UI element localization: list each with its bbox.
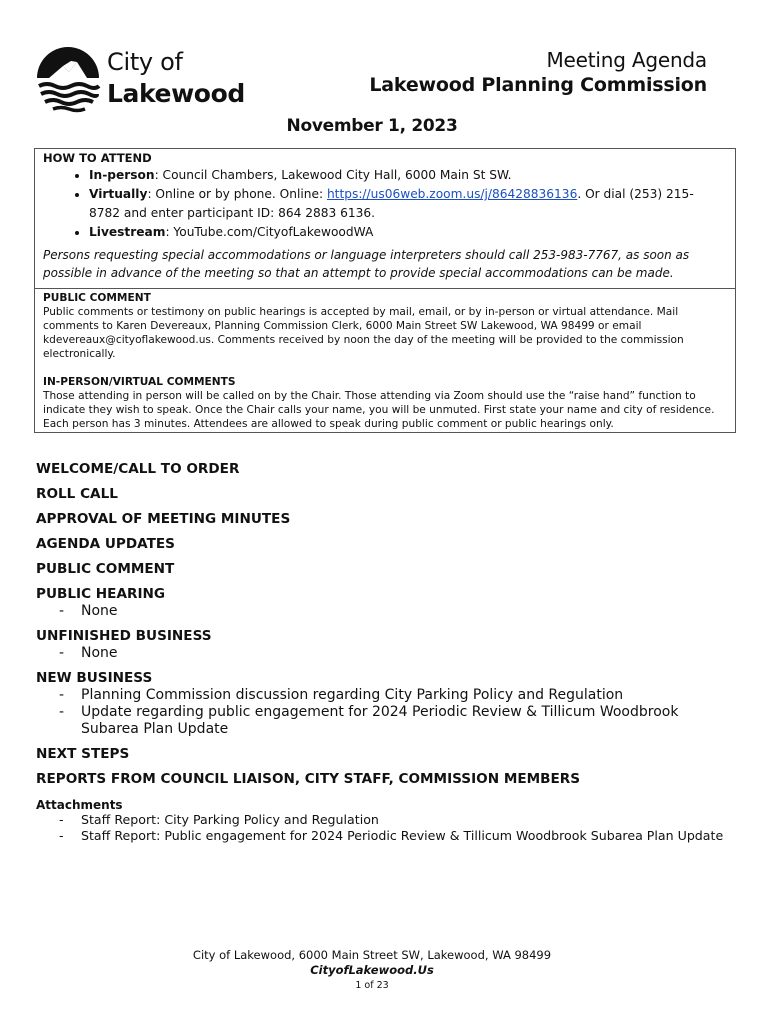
agenda-list bbox=[36, 460, 726, 844]
meeting-date: November 1, 2023 bbox=[286, 116, 458, 136]
agenda-item-public-hearing: PUBLIC HEARING bbox=[36, 586, 166, 602]
attachment-item bbox=[36, 828, 726, 844]
attend-option-in-person bbox=[89, 166, 727, 185]
footer-address: City of Lakewood, 6000 Main Street SW, Lakewood, WA 98499 bbox=[192, 948, 552, 962]
attend-option-text: : YouTube.com/CityofLakewoodWA bbox=[165, 225, 374, 239]
attend-options-list bbox=[43, 166, 727, 242]
agenda-subitem bbox=[36, 645, 726, 662]
attend-option-label: Livestream bbox=[89, 225, 166, 239]
attend-option-text: : Council Chambers, Lakewood City Hall, 6000 Main St SW. bbox=[154, 168, 512, 182]
logo-text-city-of: City of bbox=[107, 48, 183, 76]
agenda-item-new-business: NEW BUSINESS bbox=[36, 670, 153, 686]
attachment-text: Staff Report: City Parking Policy and Regulation bbox=[81, 812, 379, 827]
agenda-subitem-text: None bbox=[81, 603, 118, 619]
agenda-subitem bbox=[36, 603, 726, 620]
agenda-subitem-text: Planning Commission discussion regarding City Parking Policy and Regulation bbox=[81, 687, 624, 703]
logo-text-lakewood: Lakewood bbox=[107, 79, 245, 108]
dash-marker: - bbox=[59, 603, 65, 619]
agenda-item-public-comment: PUBLIC COMMENT bbox=[36, 561, 175, 577]
agenda-item-approval: APPROVAL OF MEETING MINUTES bbox=[36, 511, 291, 527]
meeting-agenda-title: Meeting Agenda bbox=[546, 48, 707, 72]
agenda-subitem bbox=[36, 704, 726, 738]
attend-option-label: Virtually bbox=[89, 187, 148, 201]
agenda-item-unfinished: UNFINISHED BUSINESS bbox=[36, 628, 212, 644]
agenda-subitem-text: Update regarding public engagement for 2024 Periodic Review & Tillicum Woodbrook Subarea Plan Update bbox=[81, 704, 679, 737]
agenda-item-welcome: WELCOME/CALL TO ORDER bbox=[36, 461, 240, 477]
virtual-comments-text: Those attending in person will be called on by the Chair. Those attending via Zoom should use the “raise hand” function to indicate they wish to speak. Once the Chair calls your name, you will be unmuted. First state your name and city of residence. Each person has 3 minutes. Attendees are allowed to speak during public comment or public hearings only. bbox=[43, 390, 715, 430]
dash-marker: - bbox=[59, 704, 65, 720]
city-logo bbox=[35, 42, 245, 114]
agenda-subitem-text: None bbox=[81, 645, 118, 661]
public-comment-title: PUBLIC COMMENT bbox=[43, 292, 151, 304]
virtual-comments-title: IN-PERSON/VIRTUAL COMMENTS bbox=[43, 376, 236, 388]
page-number: 1 of 23 bbox=[355, 980, 389, 991]
dash-marker: - bbox=[59, 687, 65, 703]
attend-option-virtual bbox=[89, 185, 727, 223]
dash-marker: - bbox=[59, 645, 65, 661]
dash-marker: - bbox=[59, 812, 64, 827]
agenda-item-roll-call: ROLL CALL bbox=[36, 486, 118, 502]
agenda-subitem bbox=[36, 687, 726, 704]
lakewood-logo-icon bbox=[35, 42, 101, 114]
attendance-info-box bbox=[34, 148, 736, 433]
commission-name: Lakewood Planning Commission bbox=[369, 74, 707, 96]
zoom-link[interactable]: https://us06web.zoom.us/j/86428836136 bbox=[326, 187, 578, 201]
attend-option-label: In-person bbox=[89, 168, 155, 182]
document-header bbox=[369, 48, 707, 96]
public-comment-text: Public comments or testimony on public hearings is accepted by mail, email, or by in-person or virtual attendance. Mail comments to Karen Devereaux, Planning Commission Clerk, 6000 Main Street SW Lakewood, WA 98499 or email kdevereaux@cityoflakewood.us. Comments received by noon the day of the meeting will be provided to the commission electronically. bbox=[43, 306, 684, 360]
attachments-title: Attachments bbox=[36, 798, 123, 812]
accommodations-note: Persons requesting special accommodations or language interpreters should call 253-983-7767, as soon as possible in advance of the meeting so that an attempt to provide special accommodations can be made. bbox=[43, 248, 690, 280]
how-to-attend-section bbox=[35, 149, 735, 289]
attend-option-text: : Online or by phone. Online: bbox=[147, 187, 327, 201]
page-footer bbox=[0, 948, 744, 993]
attachment-text: Staff Report: Public engagement for 2024 Periodic Review & Tillicum Woodbrook Subarea Plan Update bbox=[81, 828, 724, 843]
agenda-item-next-steps: NEXT STEPS bbox=[36, 746, 130, 762]
attend-option-livestream bbox=[89, 223, 727, 242]
footer-website: CityofLakewood.Us bbox=[310, 963, 434, 977]
attachment-item bbox=[36, 812, 726, 828]
agenda-item-reports: REPORTS FROM COUNCIL LIAISON, CITY STAFF, COMMISSION MEMBERS bbox=[36, 771, 581, 787]
how-to-attend-title: HOW TO ATTEND bbox=[43, 151, 152, 165]
public-comment-section bbox=[35, 289, 735, 432]
dash-marker: - bbox=[59, 828, 64, 843]
attend-option-text: . Or dial (253) 215- 8782 and enter participant ID: 864 2883 6136. bbox=[89, 187, 694, 220]
agenda-item-updates: AGENDA UPDATES bbox=[36, 536, 175, 552]
